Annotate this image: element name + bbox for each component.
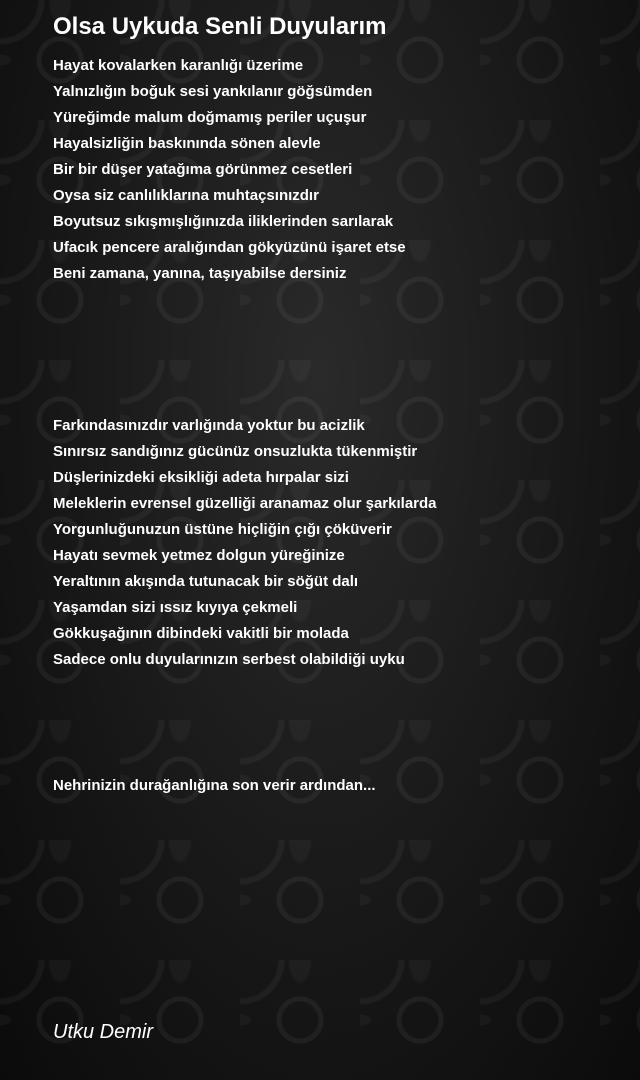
poem-line: Sadece onlu duyularınızın serbest olabildiği uyku — [53, 651, 405, 668]
poem-line: Yeraltının akışında tutunacak bir söğüt dalı — [53, 573, 359, 590]
poem-line: Meleklerin evrensel güzelliği aranamaz olur şarkılarda — [53, 495, 437, 512]
poem-line: Sınırsız sandığınız gücünüz onsuzlukta tükenmiştir — [53, 443, 418, 460]
poem-line: Nehrinizin durağanlığına son verir ardından... — [53, 777, 376, 794]
poem-line: Yüreğimde malum doğmamış periler uçuşur — [53, 109, 367, 126]
poem-line: Hayalsizliğin baskınında sönen alevle — [53, 135, 321, 152]
poem-author: Utku Demir — [53, 1021, 154, 1043]
poem-line: Ufacık pencere aralığından gökyüzünü işaret etse — [53, 239, 406, 256]
poem-line: Yorgunluğunuzun üstüne hiçliğin çığı çöküverir — [53, 521, 392, 538]
poem-line: Gökkuşağının dibindeki vakitli bir molada — [53, 625, 349, 642]
stanza-2 — [53, 413, 437, 673]
poem-line: Yaşamdan sizi ıssız kıyıya çekmeli — [53, 599, 298, 616]
poem-line: Beni zamana, yanına, taşıyabilse dersiniz — [53, 265, 347, 282]
poem-line: Düşlerinizdeki eksikliği adeta hırpalar sizi — [53, 469, 349, 486]
stanza-1 — [53, 53, 406, 287]
poem-line: Yalnızlığın boğuk sesi yankılanır göğsümden — [53, 83, 373, 100]
poem-line: Farkındasınızdır varlığında yoktur bu acizlik — [53, 417, 365, 434]
poem-line: Boyutsuz sıkışmışlığınızda iliklerinden sarılarak — [53, 213, 394, 230]
poem-line: Bir bir düşer yatağıma görünmez cesetleri — [53, 161, 353, 178]
poem-line: Oysa siz canlılıklarına muhtaçsınızdır — [53, 187, 319, 204]
poem-line: Hayat kovalarken karanlığı üzerime — [53, 57, 304, 74]
stanza-3 — [53, 773, 376, 799]
poem-line: Hayatı sevmek yetmez dolgun yüreğinize — [53, 547, 345, 564]
poem-title: Olsa Uykuda Senli Duyularım — [53, 13, 387, 40]
